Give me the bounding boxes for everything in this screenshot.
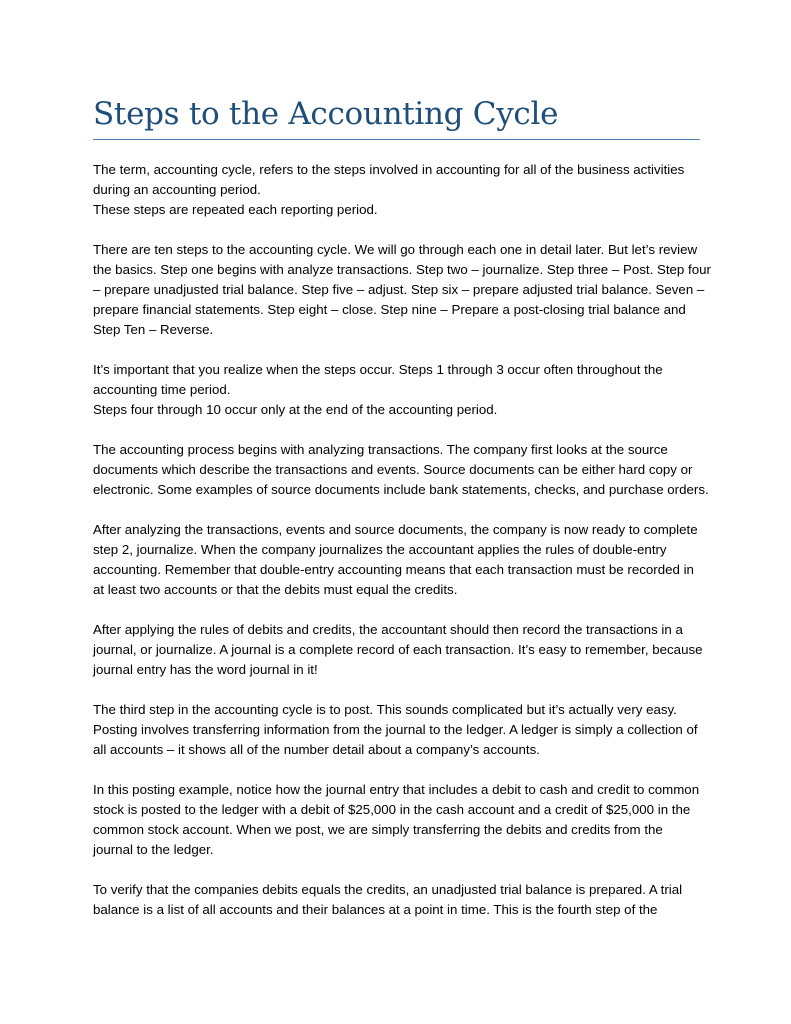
paragraph-1 <box>93 160 701 220</box>
text-line: After analyzing the transactions, events and source documents, the company is now ready to complete <box>93 522 698 537</box>
text-line: documents which describe the transactions and events. Source documents can be either hard copy or <box>93 462 693 477</box>
paragraph-9 <box>93 880 701 920</box>
text-line: In this posting example, notice how the journal entry that includes a debit to cash and credit to common <box>93 782 700 797</box>
text-line: journal entry has the word journal in it! <box>93 662 318 677</box>
text-line: during an accounting period. <box>93 182 261 197</box>
title-divider <box>93 139 700 140</box>
page-title: Steps to the Accounting Cycle <box>93 96 559 132</box>
paragraph-3 <box>93 360 701 420</box>
text-line: accounting time period. <box>93 382 231 397</box>
text-line: the basics. Step one begins with analyze transactions. Step two – journalize. Step three – Post. Step four <box>93 262 711 277</box>
paragraph-7 <box>93 700 701 760</box>
text-line: prepare financial statements. Step eight – close. Step nine – Prepare a post-closing trial balance and <box>93 302 686 317</box>
paragraph-6 <box>93 620 701 680</box>
paragraph-2 <box>93 240 711 340</box>
text-line: all accounts – it shows all of the number detail about a company’s accounts. <box>93 742 540 757</box>
text-line: step 2, journalize. When the company journalizes the accountant applies the rules of double-entry <box>93 542 667 557</box>
text-line: There are ten steps to the accounting cycle. We will go through each one in detail later. But let’s review <box>93 242 698 257</box>
text-line: The accounting process begins with analyzing transactions. The company first looks at the source <box>93 442 668 457</box>
document-body <box>93 160 711 940</box>
text-line: The term, accounting cycle, refers to the steps involved in accounting for all of the business activities <box>93 162 685 177</box>
text-line: common stock account. When we post, we are simply transferring the debits and credits from the <box>93 822 663 837</box>
text-line: accounting. Remember that double-entry accounting means that each transaction must be recorded in <box>93 562 694 577</box>
text-line: It’s important that you realize when the steps occur. Steps 1 through 3 occur often throughout the <box>93 362 663 377</box>
text-line: To verify that the companies debits equals the credits, an unadjusted trial balance is prepared. A trial <box>93 882 683 897</box>
text-line: at least two accounts or that the debits must equal the credits. <box>93 582 458 597</box>
text-line: journal to the ledger. <box>93 842 214 857</box>
text-line: The third step in the accounting cycle is to post. This sounds complicated but it’s actually very easy. <box>93 702 677 717</box>
text-line: After applying the rules of debits and credits, the accountant should then record the transactions in a <box>93 622 683 637</box>
text-line: electronic. Some examples of source documents include bank statements, checks, and purchase orders. <box>93 482 709 497</box>
text-line: balance is a list of all accounts and their balances at a point in time. This is the fourth step of the <box>93 902 658 917</box>
text-line: Posting involves transferring information from the journal to the ledger. A ledger is simply a collection of <box>93 722 698 737</box>
text-line: These steps are repeated each reporting period. <box>93 202 378 217</box>
text-line: Step Ten – Reverse. <box>93 322 214 337</box>
text-line: – prepare unadjusted trial balance. Step five – adjust. Step six – prepare adjusted trial balance. Seven – <box>93 282 705 297</box>
text-line: journal, or journalize. A journal is a complete record of each transaction. It’s easy to remember, because <box>93 642 703 657</box>
text-line: stock is posted to the ledger with a debit of $25,000 in the cash account and a credit of $25,000 in the <box>93 802 691 817</box>
paragraph-5 <box>93 520 701 600</box>
paragraph-4 <box>93 440 709 500</box>
text-line: Steps four through 10 occur only at the end of the accounting period. <box>93 402 498 417</box>
paragraph-8 <box>93 780 701 860</box>
